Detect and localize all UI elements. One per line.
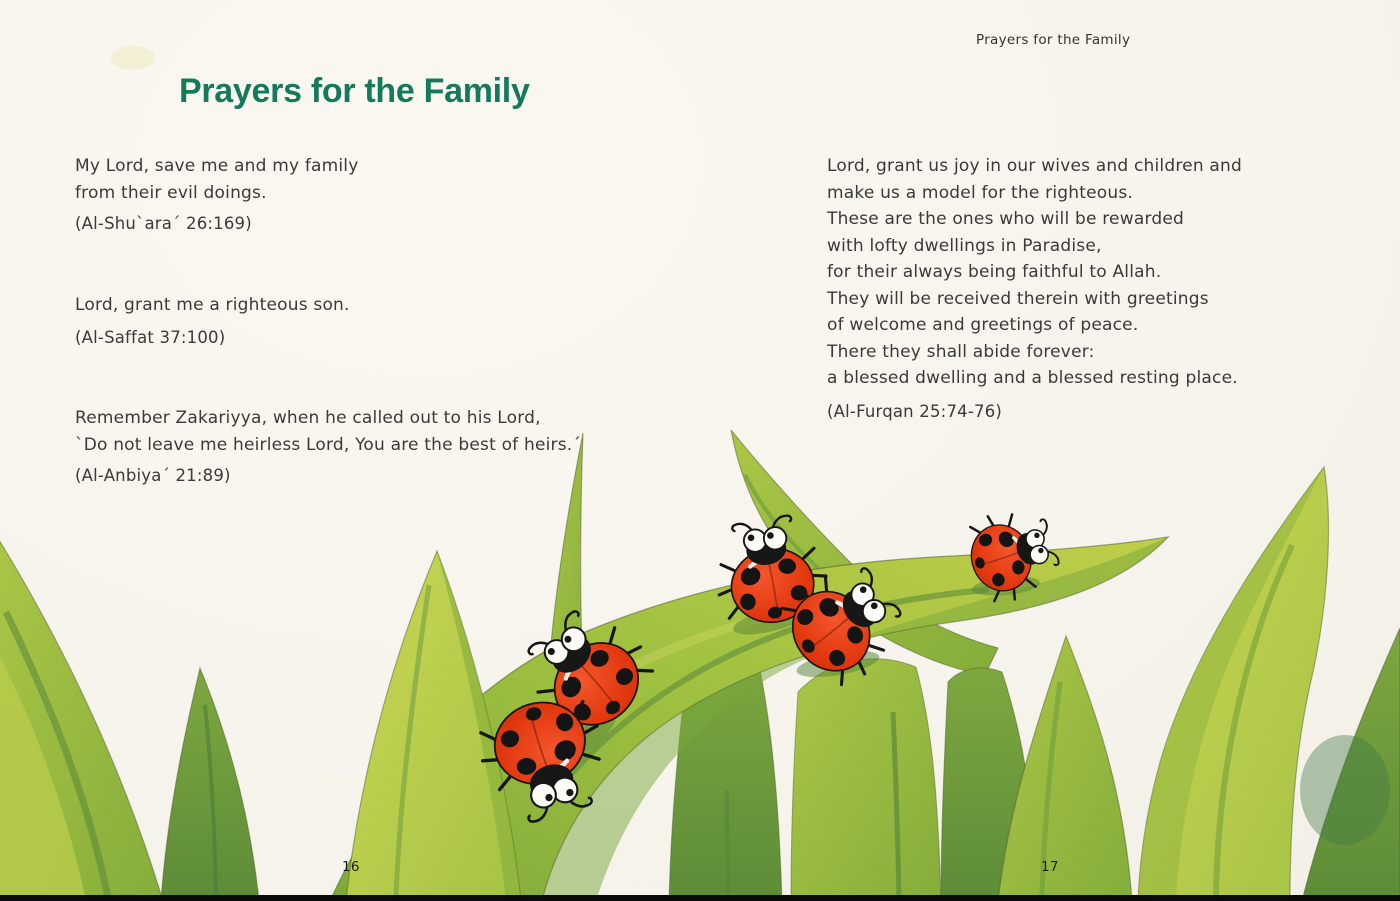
paper-blotch <box>111 46 155 70</box>
prayer-line: Lord, grant us joy in our wives and children and <box>827 156 1242 176</box>
grass-left-blades <box>0 535 521 901</box>
prayer-line: make us a model for the righteous. <box>827 182 1133 203</box>
page-number-left: 16 <box>342 859 360 875</box>
prayer-line: `Do not leave me heirless Lord, You are the best of heirs.´ <box>75 434 582 455</box>
prayer-line: My Lord, save me and my family <box>75 156 359 176</box>
citation-2: (Al-Saffat 37:100) <box>75 328 226 347</box>
prayer-2 <box>75 292 350 319</box>
prayer-line: There they shall abide forever: <box>827 341 1095 362</box>
prayer-3 <box>75 405 581 458</box>
citation-1: (Al-Shu`ara´ 26:169) <box>75 214 252 233</box>
prayer-line: They will be received therein with greetings <box>827 288 1209 309</box>
running-header: Prayers for the Family <box>976 32 1131 48</box>
prayer-line: Lord, grant me a righteous son. <box>75 295 350 315</box>
prayer-line: for their always being faithful to Allah. <box>827 262 1162 282</box>
prayer-line: a blessed dwelling and a blessed resting place. <box>827 368 1238 388</box>
prayer-1 <box>75 153 359 206</box>
chapter-title: Prayers for the Family <box>179 72 530 110</box>
prayer-line: with lofty dwellings in Paradise, <box>827 235 1102 256</box>
page-bottom-edge <box>0 895 1400 901</box>
prayer-4 <box>827 153 1242 392</box>
citation-4: (Al-Furqan 25:74-76) <box>827 402 1003 421</box>
prayer-line: These are the ones who will be rewarded <box>827 209 1184 229</box>
page-number-right: 17 <box>1041 859 1059 875</box>
citation-3: (Al-Anbiya´ 21:89) <box>75 466 231 485</box>
prayer-line: Remember Zakariyya, when he called out to his Lord, <box>75 408 541 428</box>
prayer-line: of welcome and greetings of peace. <box>827 315 1139 335</box>
prayer-line: from their evil doings. <box>75 182 267 203</box>
